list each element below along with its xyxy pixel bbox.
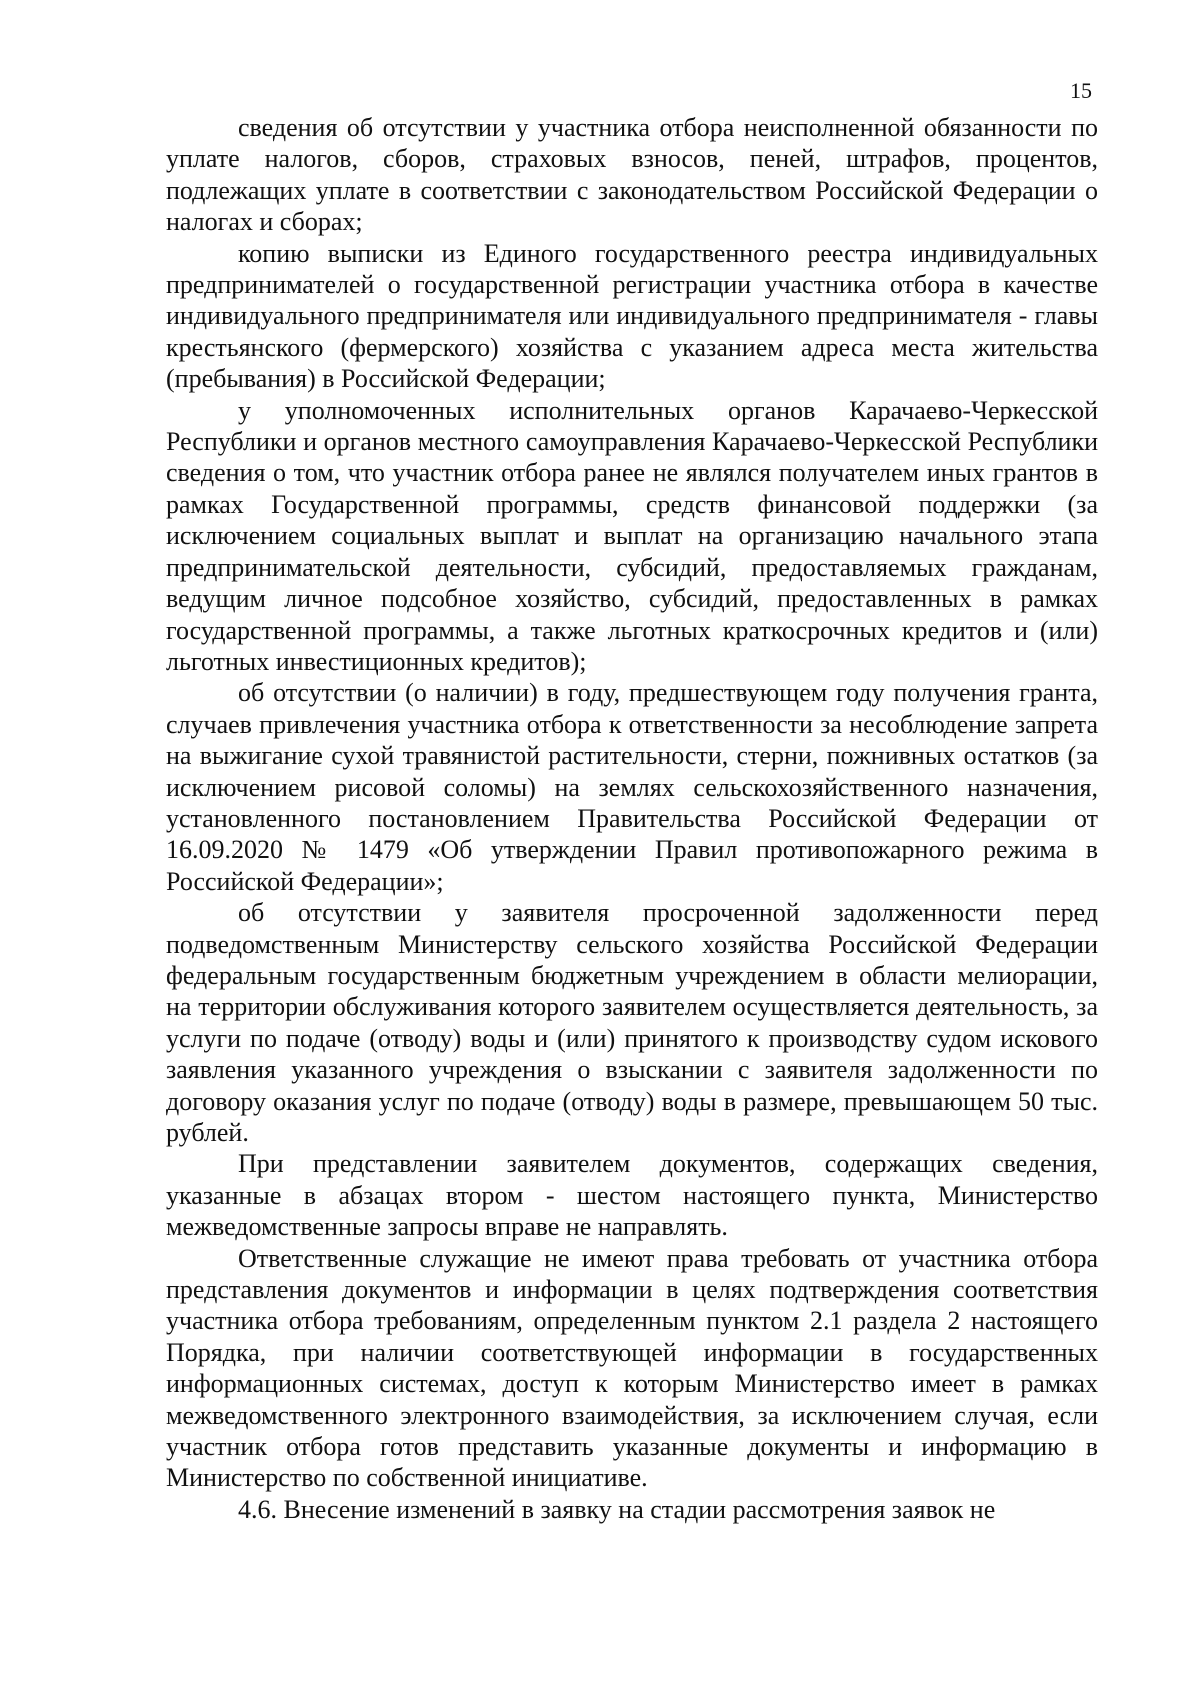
paragraph-interagency-requests: При представлении заявителем документов, содержащих сведения, указанные в абзацах втором - шестом настоящего пункта, Министерство межведомственные запросы вправе не направлять.: [166, 1149, 1098, 1242]
paragraph-section-4-6: 4.6. Внесение изменений в заявку на стадии рассмотрения заявок не: [238, 1494, 996, 1524]
document-body: [166, 112, 1098, 1525]
paragraph-previous-grants-info: у уполномоченных исполнительных органов Карачаево-Черкесской Республики и органов местного самоуправления Карачаево-Черкесской Республики сведения о том, что участник отбора ранее не являлся получателем иных грантов в рамках Государственной программы, средств финансовой поддержки (за исключением социальных выплат и выплат на организацию начального этапа предпринимательской деятельности, субсидий, предоставляемых гражданам, ведущим личное подсобное хозяйство, субсидий, предоставленных в рамках государственной программы, а также льготных краткосрочных кредитов и (или) льготных инвестиционных кредитов);: [166, 395, 1098, 676]
paragraph-registry-extract: копию выписки из Единого государственного реестра индивидуальных предпринимателей о государственной регистрации участника отбора в качестве индивидуального предпринимателя или индивидуального предпринимателя - главы крестьянского (фермерского) хозяйства с указанием адреса места жительства (пребывания) в Российской Федерации;: [166, 238, 1098, 394]
paragraph-tax-debt-info: сведения об отсутствии у участника отбора неисполненной обязанности по уплате налогов, сборов, страховых взносов, пеней, штрафов, процентов, подлежащих уплате в соответствии с законодательством Российской Федерации о налогах и сборах;: [166, 113, 1098, 237]
paragraph-burning-violations-info: об отсутствии (о наличии) в году, предшествующем году получения гранта, случаев привлечения участника отбора к ответственности за несоблюдение запрета на выжигание сухой травянистой растительности, стерни, пожнивных остатков (за исключением рисовой соломы) на землях сельскохозяйственного назначения, установленного постановлением Правительства Российской Федерации от 16.09.2020 № 1479 «Об утверждении Правил противопожарного режима в Российской Федерации»;: [166, 678, 1098, 896]
paragraph-water-supply-debt-info: об отсутствии у заявителя просроченной задолженности перед подведомственным Министерству сельского хозяйства Российской Федерации федеральным государственным бюджетным учреждением в области мелиорации, на территории обслуживания которого заявителем осуществляется деятельность, за услуги по подаче (отводу) воды и (или) принятого к производству судом искового заявления указанного учреждения о взыскании с заявителя задолженности по договору оказания услуг по подаче (отводу) воды в размере, превышающем 50 тыс. рублей.: [166, 898, 1098, 1147]
paragraph-officials-restrictions: Ответственные служащие не имеют права требовать от участника отбора представления документов и информации в целях подтверждения соответствия участника отбора требованиям, определенным пунктом 2.1 раздела 2 настоящего Порядка, при наличии соответствующей информации в государственных информационных системах, доступ к которым Министерство имеет в рамках межведомственного электронного взаимодействия, за исключением случая, если участник отбора готов представить указанные документы и информацию в Министерство по собственной инициативе.: [166, 1243, 1098, 1493]
page-number: 15: [1070, 78, 1092, 103]
